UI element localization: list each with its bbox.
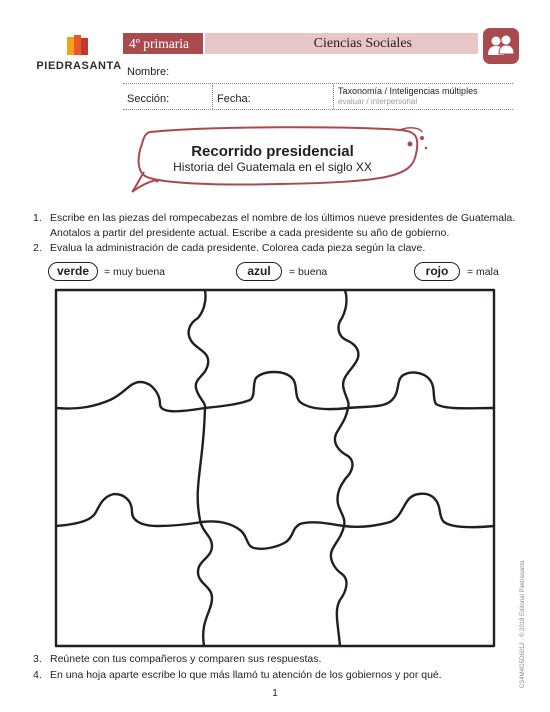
name-label: Nombre:	[127, 66, 170, 78]
puzzle-seam	[189, 290, 212, 646]
taxonomy-label: Taxonomía / Inteligencias múltiples	[338, 86, 478, 96]
instruction-number: 1.	[33, 212, 42, 224]
puzzle-seam	[56, 494, 494, 549]
puzzle-seam	[331, 290, 358, 646]
brand-name: PIEDRASANTA	[36, 60, 122, 72]
key-description: = muy buena	[104, 266, 166, 278]
instruction-number: 4.	[33, 669, 42, 681]
date-label: Fecha:	[217, 93, 251, 105]
instruction-text: En una hoja aparte escribe lo que más llamó tu atención de los gobiernos y por qué.	[50, 669, 442, 681]
page-title: Recorrido presidencial	[191, 143, 354, 160]
page-subtitle: Historia del Guatemala en el siglo XX	[173, 160, 372, 174]
instruction-text: Anotalos a partir del presidente actual. Escribe a cada presidente su año de gobierno.	[50, 227, 450, 239]
section-label: Sección:	[127, 93, 170, 105]
puzzle-seam	[56, 372, 494, 411]
puzzle-frame	[56, 290, 494, 646]
key-description: = mala	[467, 266, 499, 278]
instruction-text: Evalua la administración de cada presidente. Colorea cada pieza según la clave.	[50, 242, 426, 254]
instruction-text: Reúnete con tus compañeros y comparen sus respuestas.	[50, 653, 322, 665]
page-number: 1	[272, 688, 278, 699]
closing-instructions	[33, 652, 523, 684]
instruction-number: 3.	[33, 653, 42, 665]
key-badge-azul: azul	[236, 262, 282, 281]
key-badge-verde: verde	[48, 262, 98, 281]
subject-title: Ciencias Sociales	[205, 33, 478, 54]
instruction-text: Escribe en las piezas del rompecabezas el nombre de los últimos nueve presidentes de Guatemala.	[50, 212, 516, 224]
grade-label: 4º primaria	[123, 33, 203, 54]
copyright-code: CS4M4G5D6012 · © 2018 Editorial Piedrasanta	[520, 560, 526, 688]
key-description: = buena	[289, 266, 328, 278]
key-badge-rojo: rojo	[414, 262, 460, 281]
taxonomy-subtitle: evaluar / interpersonal	[338, 97, 418, 106]
instruction-number: 2.	[33, 242, 42, 254]
